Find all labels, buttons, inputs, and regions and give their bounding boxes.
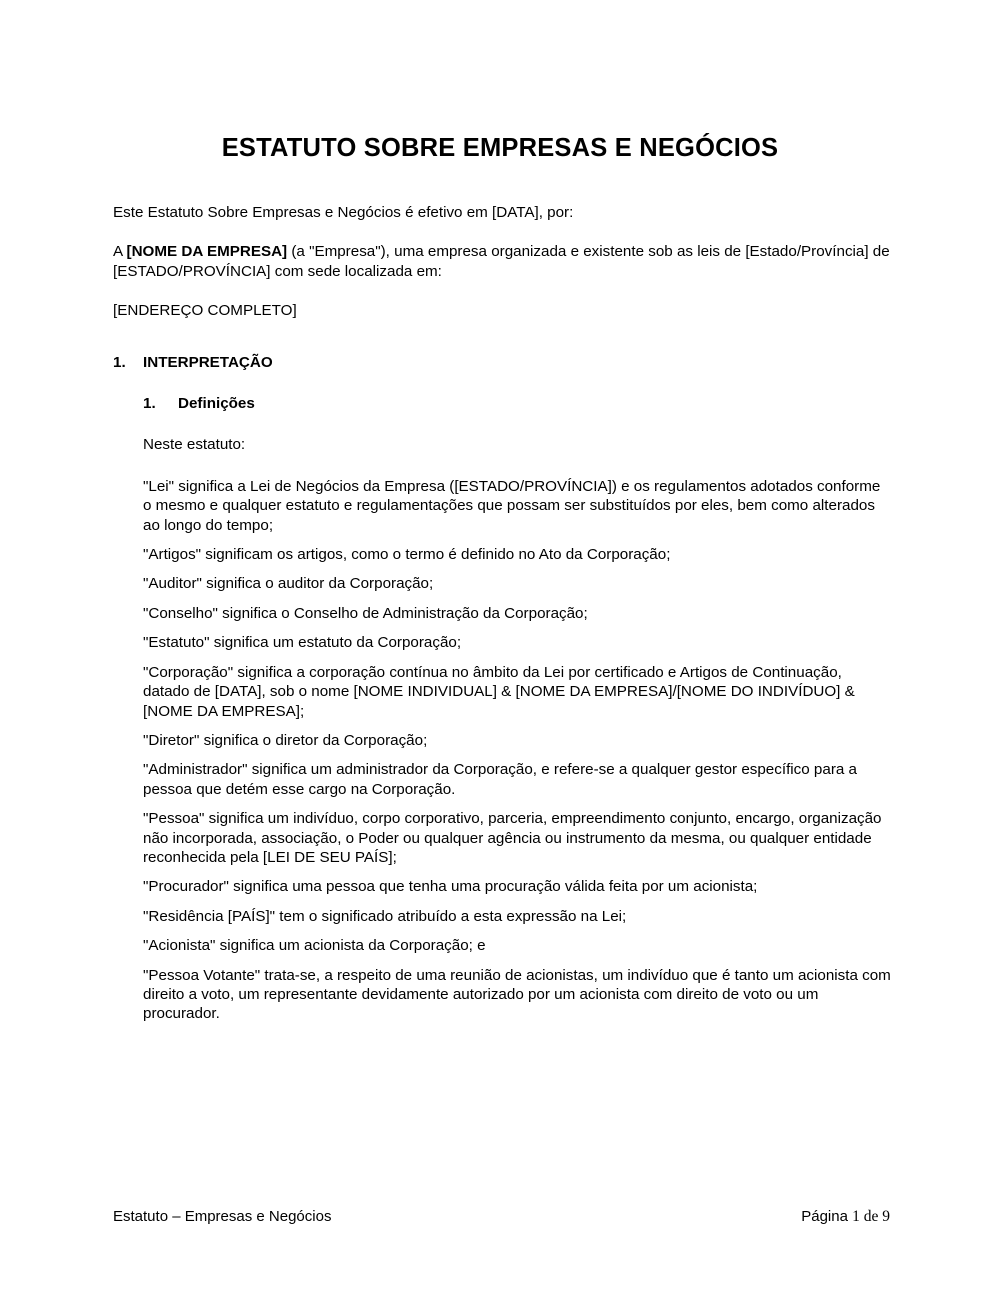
subsection-number: 1.: [143, 395, 156, 413]
intro-party-paragraph: [113, 242, 891, 281]
page-title: ESTATUTO SOBRE EMPRESAS E NEGÓCIOS: [221, 134, 779, 163]
footer-document-name: Estatuto – Empresas e Negócios: [113, 1208, 332, 1225]
footer-page-number: [801, 1207, 890, 1226]
definition-item: "Procurador" significa uma pessoa que tenha uma procuração válida feita por um acionista;: [143, 878, 758, 896]
document-body: [113, 203, 891, 1024]
footer-page-label: Página: [801, 1208, 853, 1225]
definition-item: "Residência [PAÍS]" tem o significado atribuído a esta expressão na Lei;: [143, 907, 627, 925]
intro-address-paragraph: [ENDEREÇO COMPLETO]: [113, 302, 297, 320]
page-footer: [113, 1207, 890, 1226]
definitions-list: [143, 477, 891, 1024]
definition-item: "Diretor" significa o diretor da Corporação;: [143, 731, 428, 749]
definition-item: "Conselho" significa o Conselho de Administração da Corporação;: [143, 604, 588, 622]
definition-item: "Administrador" significa um administrador da Corporação, e refere-se a qualquer gestor específico para a pessoa que detém esse cargo na Corporação.: [143, 761, 857, 798]
company-name-placeholder: [NOME DA EMPRESA]: [126, 243, 288, 261]
party-prefix: A: [113, 243, 127, 261]
definition-item: "Corporação" significa a corporação contínua no âmbito da Lei por certificado e Artigos de Continuação, datado de [DATA], sob o nome [NOME INDIVIDUAL] & [NOME DA EMPRESA]/[NOME DO INDIVÍDUO] & [NOME DA EMPRESA];: [143, 663, 855, 720]
spacer: [113, 455, 891, 477]
definition-item: "Lei" significa a Lei de Negócios da Empresa ([ESTADO/PROVÍNCIA]) e os regulamentos adotados conforme o mesmo e qualquer estatuto e regulamentações que possam ser substituídos por eles, bem como alterados ao longo do tempo;: [143, 477, 881, 534]
intro-effective-date-paragraph: Este Estatuto Sobre Empresas e Negócios é efetivo em [DATA], por:: [113, 204, 574, 221]
section-heading-interpretacao: [113, 353, 891, 372]
definition-item: "Pessoa Votante" trata-se, a respeito de uma reunião de acionistas, um indivíduo que é tanto um acionista com direito a voto, um representante devidamente autorizado por um acionista com direito de voto ou um procurador.: [143, 966, 891, 1023]
spacer: [113, 331, 891, 353]
spacer: [113, 413, 891, 435]
spacer: [113, 291, 891, 301]
party-rest: (a "Empresa"), uma empresa organizada e existente sob as leis de [Estado/Província] de [ESTADO/PROVÍNCIA] com sede localizada em:: [113, 243, 890, 280]
footer-page-value: 1 de 9: [852, 1208, 890, 1225]
section-title: INTERPRETAÇÃO: [143, 353, 273, 371]
definition-item: "Auditor" significa o auditor da Corporação;: [143, 575, 434, 593]
definitions-lead-in: Neste estatuto:: [143, 436, 246, 454]
subsection-title: Definições: [178, 395, 255, 413]
spacer: [113, 372, 891, 394]
definition-item: "Estatuto" significa um estatuto da Corporação;: [143, 634, 462, 652]
definition-item: "Pessoa" significa um indivíduo, corpo corporativo, parceria, empreendimento conjunto, encargo, organização não incorporada, associação, o Poder ou qualquer agência ou instrumento da mesma, ou qualquer entidade reconhecida pela [LEI DE SEU PAÍS];: [143, 810, 882, 866]
definition-item: "Acionista" significa um acionista da Corporação; e: [143, 937, 486, 955]
subsection-heading-definicoes: [143, 394, 891, 413]
definition-item: "Artigos" significam os artigos, como o termo é definido no Ato da Corporação;: [143, 546, 671, 564]
section-number: 1.: [113, 353, 126, 371]
spacer: [113, 232, 891, 242]
